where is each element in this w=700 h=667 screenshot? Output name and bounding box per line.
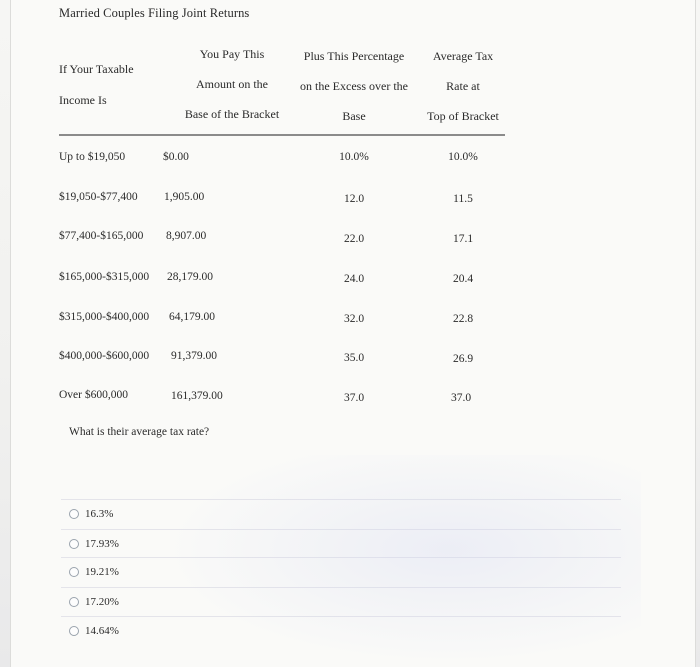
option-14-64[interactable] [69,625,119,637]
row6-bracket: $400,000-$600,000 [59,350,150,362]
row6-avg: 26.9 [452,353,474,365]
option-label: 14.64% [85,625,119,637]
header-pct-line3: Base [342,109,366,123]
header-avg-line1: Average Tax [432,49,494,63]
header-base-line1: You Pay This [199,47,265,61]
row1-bracket: Up to $19,050 [59,151,126,163]
option-16-3[interactable] [69,508,113,520]
option-separator [61,529,621,530]
row4-base: 28,179.00 [167,271,213,283]
option-label: 17.20% [85,596,119,608]
row5-avg: 22.8 [452,313,474,325]
header-pct-line2: on the Excess over the [300,79,408,93]
row2-pct: 12.0 [343,193,365,205]
radio-circle-icon[interactable] [69,509,79,519]
row2-avg: 11.5 [453,193,473,205]
radio-circle-icon[interactable] [69,539,79,549]
row3-avg: 17.1 [452,233,474,245]
header-pct-line1: Plus This Percentage [303,49,405,63]
option-separator [61,557,621,558]
row1-base: $0.00 [163,151,189,163]
header-base-line2: Amount on the [196,77,268,91]
row7-bracket: Over $600,000 [59,389,128,401]
row6-pct: 35.0 [343,352,365,364]
row3-pct: 22.0 [343,233,365,245]
header-base-line3: Base of the Bracket [184,107,280,121]
screen-glare [161,455,641,665]
row1-avg: 10.0% [448,151,478,163]
row7-base: 161,379.00 [171,390,223,402]
option-19-21[interactable] [69,566,119,578]
header-taxable-line2: Income Is [59,93,107,107]
row5-bracket: $315,000-$400,000 [59,311,150,323]
radio-circle-icon[interactable] [69,626,79,636]
row3-bracket: $77,400-$165,000 [59,230,144,242]
option-label: 19.21% [85,566,119,578]
row7-avg: 37.0 [450,392,472,404]
row2-bracket: $19,050-$77,400 [59,191,138,203]
option-separator [61,587,621,588]
option-separator [61,616,621,617]
row6-base: 91,379.00 [171,350,217,362]
header-avg-line3: Top of Bracket [427,109,499,123]
row4-pct: 24.0 [343,273,365,285]
row5-base: 64,179.00 [169,311,215,323]
radio-circle-icon[interactable] [69,597,79,607]
page-title: Married Couples Filing Joint Returns [59,6,250,20]
radio-circle-icon[interactable] [69,567,79,577]
row1-pct: 10.0% [339,151,369,163]
option-label: 16.3% [85,508,114,520]
worksheet [10,0,696,667]
row5-pct: 32.0 [343,313,365,325]
row2-base: 1,905.00 [164,191,205,203]
row7-pct: 37.0 [343,392,365,404]
header-avg-line2: Rate at [446,79,480,93]
option-17-93[interactable] [69,538,119,550]
row4-avg: 20.4 [452,273,474,285]
row4-bracket: $165,000-$315,000 [59,271,150,283]
header-divider [59,134,505,136]
option-separator [61,499,621,500]
option-17-20[interactable] [69,596,119,608]
header-taxable-line1: If Your Taxable [59,62,134,76]
question-text: What is their average tax rate? [69,426,210,438]
row3-base: 8,907.00 [166,230,207,242]
option-label: 17.93% [85,538,119,550]
